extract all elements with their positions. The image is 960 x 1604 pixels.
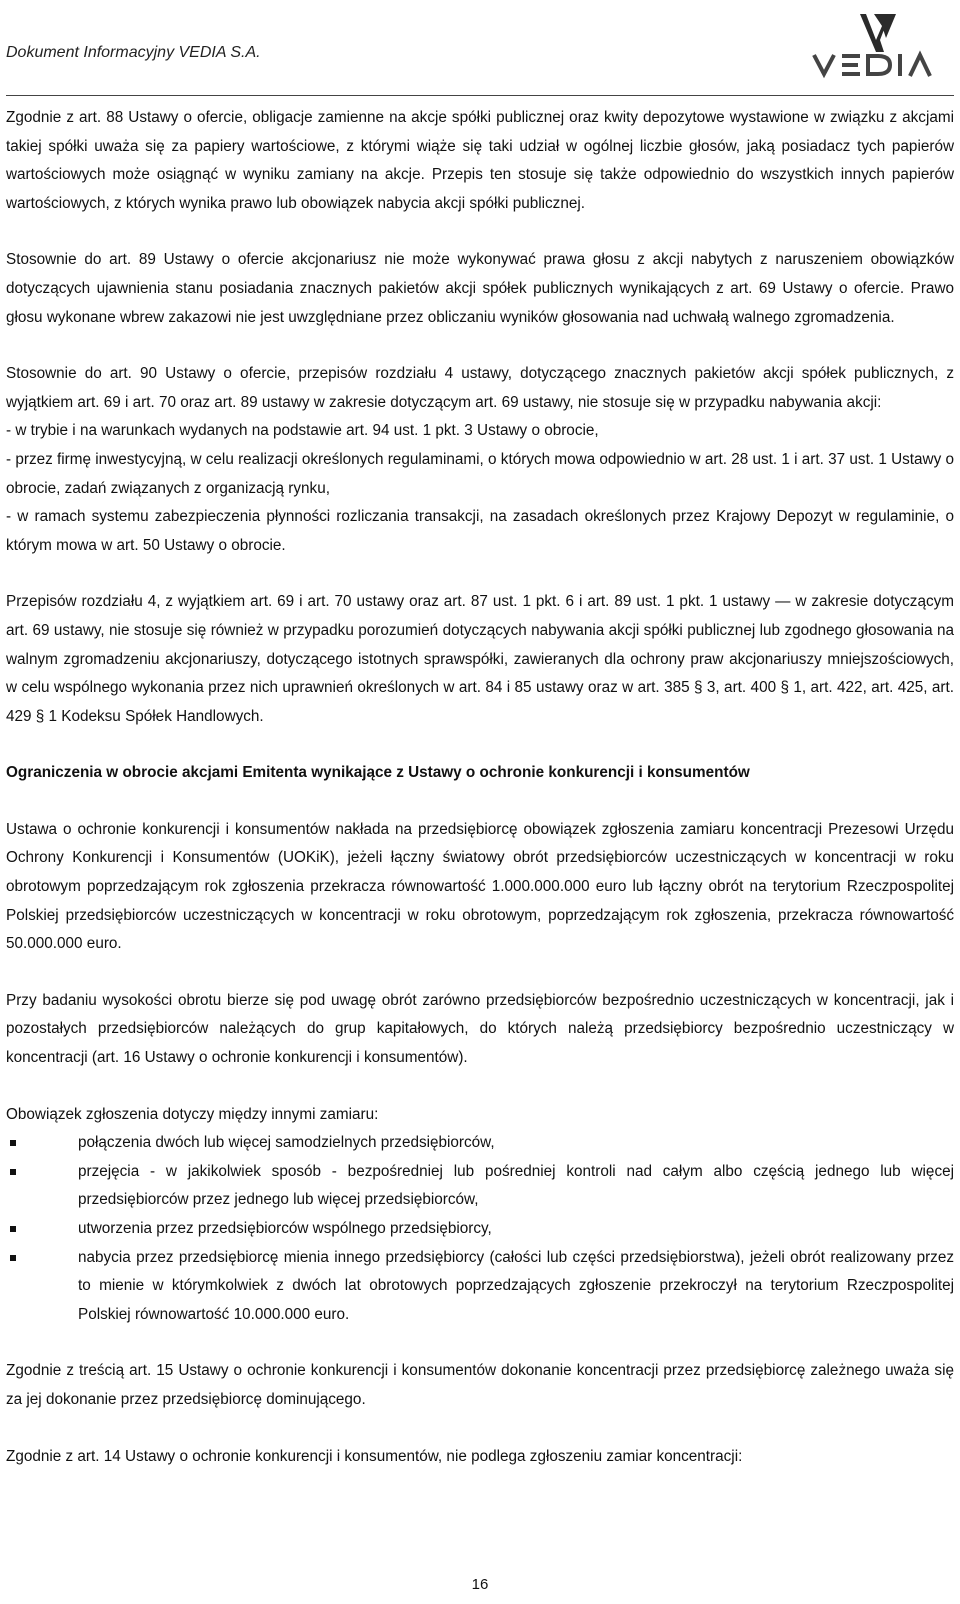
section-heading: Ograniczenia w obrocie akcjami Emitenta wynikające z Ustawy o ochronie konkurencji i konsumentów — [6, 764, 750, 782]
paragraph-obligation-intro: Obowiązek zgłoszenia dotyczy między innymi zamiaru: — [6, 1105, 379, 1123]
paragraph-art-90-item-1: - w trybie i na warunkach wydanych na podstawie art. 94 ust. 1 pkt. 3 Ustawy o obrocie, — [6, 422, 599, 440]
paragraph-art-90: Stosownie do art. 90 Ustawy o ofercie, przepisów rozdziału 4 ustawy, dotyczącego znacznych pakietów akcji spółek publicznych, z wyjątkiem art. 69 i art. 70 oraz art. 89 ustawy w zakresie dotyczącym art. 69 ustawy, nie stosuje się w przypadku nabywania akcji: — [6, 365, 954, 411]
document-header-title: Dokument Informacyjny VEDIA S.A. — [6, 44, 261, 61]
vedia-logo — [812, 8, 952, 80]
paragraph-turnover: Przy badaniu wysokości obrotu bierze się pod uwagę obrót zarówno przedsiębiorców bezpośrednio uczestniczących w koncentracji, jak i pozostałych przedsiębiorców należących do grup kapitałowych, do których należą przedsiębiorcy bezpośrednio uczestniczący w koncentracji (art. 16 Ustawy o ochronie konkurencji i konsumentów). — [6, 991, 954, 1067]
paragraph-art-88: Zgodnie z art. 88 Ustawy o ofercie, obligacje zamienne na akcje spółki publicznej oraz kwity depozytowe wystawione w związku z akcjami takiej spółki uważa się za papiery wartościowe, z którymi wiąże się taki udział w ogólnej liczbie głosów, jaką posiadacz tych papierów wartościowych może osiągnąć w wyniku zamiany na akcje. Przepis ten stosuje się także odpowiednio do wszystkich innych papierów wartościowych, z których wynika prawo lub obowiązek nabycia akcji spółki publicznej. — [6, 109, 954, 212]
paragraph-art-90-item-2: - przez firmę inwestycyjną, w celu realizacji określonych regulaminami, o których mowa odpowiednio w art. 28 ust. 1 i art. 37 ust. 1 Ustawy o obrocie, zadań związanych z organizacją rynku, — [6, 450, 954, 497]
paragraph-art-89: Stosownie do art. 89 Ustawy o ofercie akcjonariusz nie może wykonywać prawa głosu z akcji nabytych z naruszeniem obowiązków dotyczących ujawnienia stanu posiadania znacznych pakietów akcji spółek publicznych wynikających z art. 69 Ustawy o ofercie. Prawo głosu wykonane wbrew zakazowi nie jest uwzględniane przez obliczaniu wyników głosowania nad uchwałą walnego zgromadzenia. — [6, 251, 954, 326]
list-item: przejęcia - w jakikolwiek sposób - bezpośredniej lub pośredniej kontroli nad całym albo częścią jednego lub więcej przedsiębiorców przez jednego lub więcej przedsiębiorców, — [6, 1158, 954, 1215]
paragraph-art-14: Zgodnie z art. 14 Ustawy o ochronie konkurencji i konsumentów, nie podlega zgłoszeniu zamiar koncentracji: — [6, 1447, 743, 1465]
paragraph-art-90-item-3: - w ramach systemu zabezpieczenia płynności rozliczania transakcji, na zasadach określonych przez Krajowy Depozyt w regulaminie, o którym mowa w art. 50 Ustawy o obrocie. — [6, 508, 954, 554]
paragraph-uokik-thresholds: Ustawa o ochronie konkurencji i konsumentów nakłada na przedsiębiorcę obowiązek zgłoszenia zamiaru koncentracji Prezesowi Urzędu Ochrony Konkurencji i Konsumentów (UOKiK), jeżeli łączny światowy obrót przedsiębiorców uczestniczących w koncentracji w roku obrotowym poprzedzającym rok zgłoszenia przekracza równowartość 1.000.000.000 euro lub łączny obrót na terytorium Rzeczpospolitej Polskiej przedsiębiorców uczestniczących w koncentracji w roku obrotowym, poprzedzającym rok zgłoszenia, przekracza równowartość 50.000.000 euro. — [6, 820, 954, 953]
list-item: utworzenia przez przedsiębiorców wspólnego przedsiębiorcy, — [6, 1215, 954, 1244]
paragraph-rozdzial-4: Przepisów rozdziału 4, z wyjątkiem art. 69 i art. 70 ustawy oraz art. 87 ust. 1 pkt. 6 i art. 89 ust. 1 pkt. 1 ustawy — w zakresie dotyczącym art. 69 ustawy, nie stosuje się również w przypadku porozumień dotyczących nabywania akcji spółki publicznej lub zgodnego głosowania na walnym zgromadzeniu akcjonariuszy, dotyczącego istotnych sprawspółki, zawieranych dla ochrony praw akcjonariuszy mniejszościowych, w celu wspólnego wykonania przez nich uprawnień określonych w art. 84 i 85 ustawy oraz w art. 385 § 3, art. 400 § 1, art. 422, art. 425, art. 429 § 1 Kodeksu Spółek Handlowych. — [6, 593, 954, 725]
list-item: nabycia przez przedsiębiorcę mienia innego przedsiębiorcy (całości lub części przedsiębiorstwa), jeżeli obrót realizowany przez to mienie w którymkolwiek z dwóch lat obrotowych poprzedzających zgłoszenie przekroczył na terytorium Rzeczpospolitej Polskiej równowartość 10.000.000 euro. — [6, 1244, 954, 1330]
header-divider — [6, 95, 954, 96]
document-body — [6, 104, 954, 1471]
paragraph-art-15: Zgodnie z treścią art. 15 Ustawy o ochronie konkurencji i konsumentów dokonanie koncentracji przez przedsiębiorcę zależnego uważa się za jej dokonanie przez przedsiębiorcę dominującego. — [6, 1362, 954, 1408]
obligation-list — [6, 1129, 954, 1329]
page-number: 16 — [471, 1576, 489, 1593]
list-item: połączenia dwóch lub więcej samodzielnych przedsiębiorców, — [6, 1129, 954, 1158]
